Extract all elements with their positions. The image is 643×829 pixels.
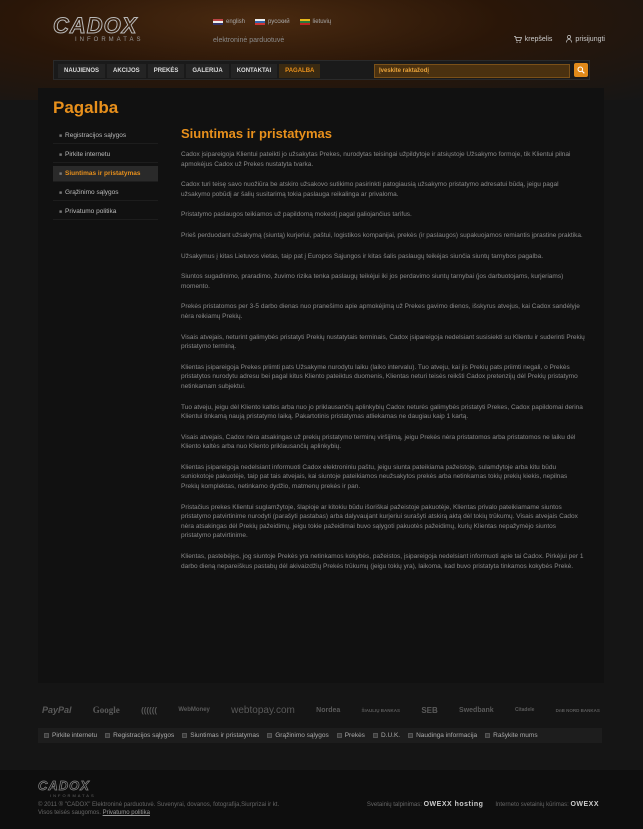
design-brand: OWEXX	[570, 801, 599, 808]
nav-item-pagalba[interactable]: PAGALBA	[279, 64, 320, 78]
nav-item-prekes[interactable]: PREKĖS	[148, 64, 185, 78]
search-icon	[577, 66, 585, 74]
hosting-brand: OWEXX hosting	[423, 801, 484, 808]
nav-item-kontaktai[interactable]: KONTAKTAI	[231, 64, 277, 78]
partner-paypal-logo: PayPal	[42, 705, 72, 715]
partner-citadele-logo: Citadele	[514, 707, 535, 713]
footer-link[interactable]	[105, 732, 174, 739]
article-paragraph: Pristačius prekes Klientui suglamžytoje, šlapioje ar kitokiu būdu išoriškai pažeistoje pakuotėje, Klientas privalo pateikiamame siuntos pristatymo patvirtinime nurodyti (parašyti pastabas) arba dalyvaujant kurjeriui surašyti atskirą aktą dėl tokių trūkumų. Visais atvejais Cadox nėra atsakingas dėl Prekių pažeidimų, jeigu tokie pažeidimai buvo sąlygoti pakuotės pažeidimų, kurių Klientas nepažymėjo siuntos pristatymo patvirtinime.	[181, 503, 578, 540]
bullet-icon: ■	[59, 208, 63, 215]
footer-link[interactable]	[44, 732, 97, 739]
square-icon	[105, 733, 110, 738]
cart-icon	[514, 36, 522, 43]
article-paragraph: Klientas, pastebėjęs, jog siuntoje Prekės yra netinkamos kokybės, pažeistos, įsipareigoja nedelsiant informuoti apie tai Cadox. Pirkėjui per 1 darbo dieną nepareiškus pastabų dėl akivaizdžių Prekės trūkumų (jeigu tokių yra), laikoma, kad buvo pristatyta tinkamos kokybės Prekė.	[181, 553, 584, 570]
site-logo[interactable]	[53, 13, 183, 47]
article-paragraph: Pristatymo paslaugos teikiamos už papildomą mokestį pagal galiojančius tarifus.	[181, 211, 412, 219]
design-label: Interneto svetainių kūrimas:	[495, 802, 569, 808]
cart-label: krepšelis	[524, 35, 553, 43]
footer-link-label: Prekės	[344, 732, 365, 739]
sidebar-item-grazinimo[interactable]	[53, 185, 158, 201]
bullet-icon: ■	[59, 132, 63, 139]
rights-line	[38, 809, 298, 817]
page-title: Pagalba	[53, 98, 119, 117]
bullet-icon: ■	[59, 189, 63, 196]
lang-label: русский	[268, 19, 290, 25]
partner-swedbank-logo: Swedbank	[459, 706, 494, 714]
lang-label: lietuvių	[312, 19, 332, 25]
user-actions	[514, 35, 605, 43]
footer-link-label: Registracijos sąlygos	[113, 732, 175, 739]
article	[181, 126, 587, 582]
partner-siauliu-logo: ŠIAULIŲ BANKAS	[361, 707, 401, 713]
nav-item-galerija[interactable]: GALERIJA	[186, 64, 228, 78]
language-switcher	[213, 19, 331, 25]
partner-nordea-logo: Nordea	[316, 706, 341, 714]
footer-link-label: Grąžinimo sąlygos	[275, 732, 329, 739]
square-icon	[267, 733, 272, 738]
sidebar-menu	[53, 128, 158, 223]
copyright	[38, 801, 298, 817]
hosting-label: Svetainių talpinimas:	[366, 802, 422, 808]
search-input[interactable]: Įveskite raktažodį	[374, 64, 570, 78]
footer-links	[38, 728, 602, 743]
search-button[interactable]	[574, 63, 588, 77]
footer-link[interactable]	[408, 732, 477, 739]
footer-logo[interactable]	[38, 778, 96, 798]
logo-subtitle: INFORMATAS	[75, 37, 144, 43]
main-navigation	[53, 60, 590, 80]
bullet-icon: ■	[59, 170, 63, 177]
flag-uk-icon	[213, 19, 223, 25]
logo-text: CADOX	[53, 13, 138, 38]
rights-text: Visos teisės saugomos.	[38, 810, 101, 816]
square-icon	[373, 733, 378, 738]
footer-link[interactable]	[373, 732, 400, 739]
footer-link-label: Rašykite mums	[493, 732, 538, 739]
flag-lt-icon	[300, 19, 310, 25]
square-icon	[182, 733, 187, 738]
partner-logos	[38, 700, 604, 720]
sidebar-item-label: Grąžinimo sąlygos	[65, 189, 119, 196]
article-paragraph: Cadox turi teisę savo nuožiūra be atskiro užsakovo sutikimo pasirinkti patogiausią užsakymo pristatymo adresatui būdą, jeigu pagal užsakymo pobūdį ar šalių susitarimą tokia paslauga reikalinga ar privaloma.	[181, 181, 559, 198]
footer-link-label: Naudinga informacija	[416, 732, 478, 739]
sidebar-item-label: Siuntimas ir pristatymas	[65, 170, 141, 177]
sidebar-item-siuntimas[interactable]	[53, 166, 158, 182]
sidebar-item-privatumo[interactable]	[53, 204, 158, 220]
login-link[interactable]	[566, 35, 605, 43]
partner-webtopay-logo: webtopay.com	[231, 704, 295, 716]
article-paragraph: Siuntos sugadinimo, praradimo, žuvimo rizika tenka paslaugų teikėjui iki jos perdavimo siuntų tarnybai (jos darbuotojams, kurjeriams) momento.	[181, 273, 564, 290]
footer-link[interactable]	[267, 732, 328, 739]
hosting-credit[interactable]	[367, 801, 483, 808]
partner-maestro-logo: ((((((	[141, 705, 158, 715]
article-paragraph: Klientas įsipareigoja nedelsiant informuoti Cadox elektroniniu paštu, jeigu siunta pateikiama pažeistoje, sulamdytoje arba kitu būdu suniokotoje pakuotėje, taip pat tais atvejais, kai siuntoje pateikiamos neužsakytos prekės arba netinkamas tokių prekių kiekis, nepilnas Prekių komplektas, netinkamo dydžio, matmenų prekės ir pan.	[181, 463, 568, 491]
design-credit[interactable]	[495, 801, 599, 808]
footer-logo-text: CADOX	[38, 778, 90, 793]
article-paragraph: Užsakymus į kitas Lietuvos vietas, taip pat į Europos Sąjungos ir kitas šalis paslaugų teikėjas siunčia siuntų tarnybos pagalba.	[181, 252, 544, 260]
article-paragraph: Prekės pristatomos per 3-5 darbo dienas nuo pranešimo apie apmokėjimą už Prekes gavimo dienos, išskyrus atvejus, kai Cadox sandėlyje nėra reikiamų Prekių.	[181, 303, 580, 320]
article-paragraph: Prieš perduodant užsakymą (siuntą) kurjeriui, paštui, logistikos kompanijai, prekės (ir paslaugos) supakuojamos remiantis įprastine praktika.	[181, 231, 583, 239]
article-paragraph: Visais atvejais, Cadox nėra atsakingas už prekių pristatymo terminų viršijimą, jeigu Prekės nėra pristatomos arba pristatomos ne laiku dėl Kliento kaltės arba nuo Kliento priklausančių aplinkybių.	[181, 433, 576, 451]
login-label: prisijungti	[575, 35, 605, 43]
footer-link-label: Siuntimas ir pristatymas	[190, 732, 260, 739]
article-paragraph: Cadox įsipareigoja Klientui pateikti jo užsakytas Prekes, nurodytas teisingai užpildytoje ir atsiųstoje Užsakymo formoje, tik Klientui pilnai apmokėjus Cadox už Prekes nustatyta tvarka.	[181, 151, 571, 168]
sidebar-item-label: Pirkite internetu	[65, 151, 111, 158]
flag-ru-icon	[255, 19, 265, 25]
square-icon	[44, 733, 49, 738]
site-footer	[0, 770, 643, 829]
partner-google-logo: Google	[92, 705, 120, 715]
footer-link-label: D.U.K.	[380, 732, 401, 739]
square-icon	[485, 733, 490, 738]
partner-seb-logo: SEB	[421, 705, 438, 715]
footer-link-label: Pirkite internetu	[52, 732, 98, 739]
sidebar-item-label: Privatumo politika	[65, 208, 117, 215]
article-paragraph: Visais atvejais, neturint galimybės pristatyti Prekių nustatytais terminais, Cadox įsipareigoja nedelsiant susisiekti su Klientu ir suderinti Prekių pristatymo terminą.	[181, 333, 585, 351]
copyright-text: © 2011 ® "CADOX" Elektroninė parduotuvė. Suvenyrai, dovanos, fotografija,Siurprizai ir kt.	[38, 802, 280, 808]
nav-item-naujienos[interactable]: NAUJIENOS	[58, 64, 105, 78]
square-icon	[408, 733, 413, 738]
nav-item-akcijos[interactable]: AKCIJOS	[107, 64, 146, 78]
footer-link[interactable]	[485, 732, 537, 739]
partner-dnb-logo: DnB NORD BANKAS	[555, 707, 600, 713]
privacy-link[interactable]: Privatumo politika	[102, 810, 150, 816]
lang-label: english	[226, 19, 246, 25]
article-paragraph: Tuo atveju, jeigu dėl Kliento kaltės arba nuo jo priklausančių aplinkybių Cadox neturės galimybės pristatyti Prekes, Cadox papildomai derina Klientui tinkamą naują pristatymo laiką. Pakartotinis pristatymas atliekamas ne daugiau kaip 1 kartą.	[181, 403, 583, 421]
footer-logo-subtitle: INFORMATAS	[50, 793, 96, 798]
article-title: Siuntimas ir pristatymas	[181, 126, 332, 141]
sidebar-item-label: Registracijos sąlygos	[65, 132, 127, 139]
square-icon	[337, 733, 342, 738]
sidebar-item-registracijos[interactable]	[53, 128, 158, 144]
footer-link[interactable]	[337, 732, 365, 739]
credits	[367, 801, 599, 808]
cart-link[interactable]	[514, 35, 553, 43]
bullet-icon: ■	[59, 151, 63, 158]
article-paragraph: Klientas įsipareigoja Prekes priimti pats Užsakyme nurodytu laiku (laiko intervalu). Tuo atveju, kai jis Prekių pats priimti negali, o Prekės pristatytos nurodytu adresu bei pagal kitus Kliento pateiktus duomenis, Klientas neturi teisės reikšti Cadox pretenzijų dėl Prekių pristatymo netinkamam subjektui.	[181, 363, 578, 390]
lang-lithuanian[interactable]	[300, 19, 332, 25]
footer-link[interactable]	[182, 732, 259, 739]
user-icon	[566, 35, 572, 43]
sidebar-item-pirkite[interactable]	[53, 147, 158, 163]
tagline: elektroninė parduotuvė	[213, 37, 285, 44]
partner-webmoney-logo: WebMoney	[178, 707, 210, 713]
lang-russian[interactable]	[255, 19, 290, 25]
lang-english[interactable]	[213, 19, 245, 25]
